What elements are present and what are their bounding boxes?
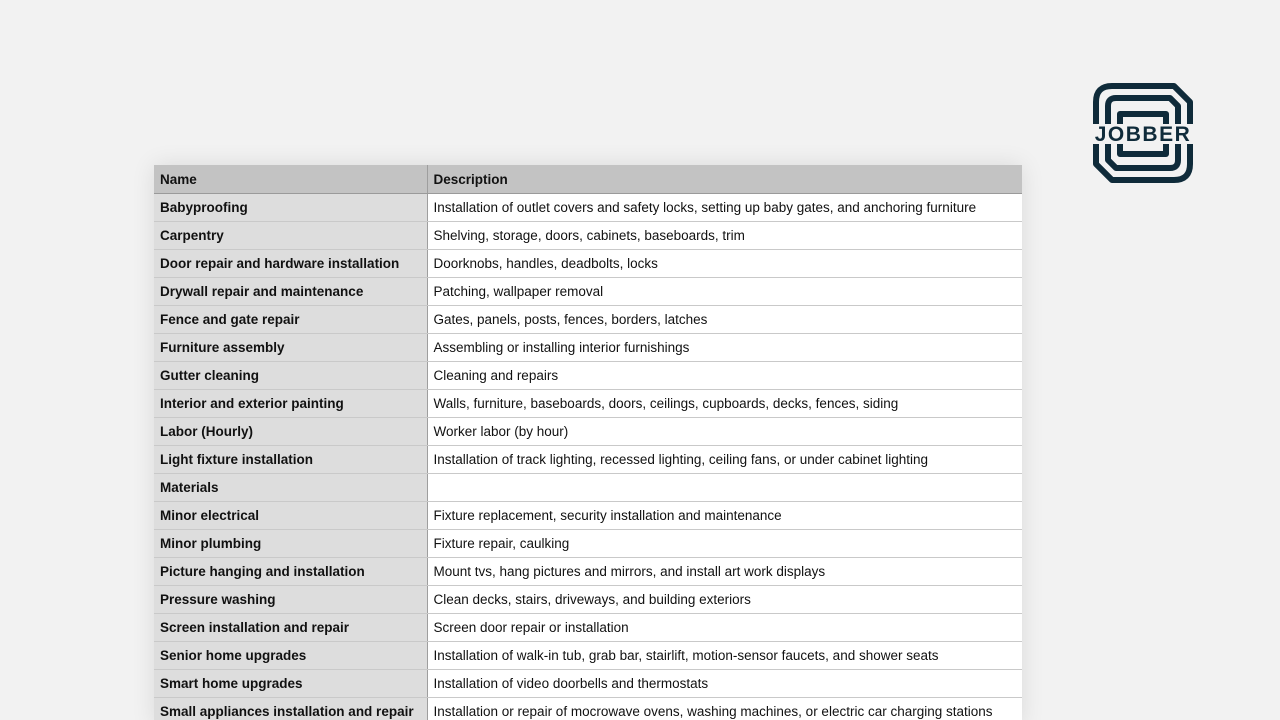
table-row: [154, 362, 1022, 390]
jobber-logo: [1084, 82, 1202, 184]
table-row: [154, 446, 1022, 474]
service-name-cell[interactable]: Fence and gate repair: [154, 306, 427, 334]
service-name-cell[interactable]: Door repair and hardware installation: [154, 250, 427, 278]
service-description-cell[interactable]: Mount tvs, hang pictures and mirrors, and install art work displays: [427, 558, 1022, 586]
service-name-cell[interactable]: Carpentry: [154, 222, 427, 250]
table-row: [154, 530, 1022, 558]
service-name-cell[interactable]: Senior home upgrades: [154, 642, 427, 670]
service-name-cell[interactable]: Drywall repair and maintenance: [154, 278, 427, 306]
service-description-cell[interactable]: Walls, furniture, baseboards, doors, ceilings, cupboards, decks, fences, siding: [427, 390, 1022, 418]
logo-text: JOBBER: [1094, 123, 1192, 146]
service-description-cell[interactable]: Patching, wallpaper removal: [427, 278, 1022, 306]
service-name-cell[interactable]: Minor plumbing: [154, 530, 427, 558]
service-name-cell[interactable]: Light fixture installation: [154, 446, 427, 474]
service-name-cell[interactable]: Small appliances installation and repair: [154, 698, 427, 720]
service-name-cell[interactable]: Furniture assembly: [154, 334, 427, 362]
service-description-cell[interactable]: Worker labor (by hour): [427, 418, 1022, 446]
table-row: [154, 390, 1022, 418]
service-name-cell[interactable]: Labor (Hourly): [154, 418, 427, 446]
service-description-cell[interactable]: [427, 474, 1022, 502]
table-row: [154, 642, 1022, 670]
service-description-cell[interactable]: Installation of track lighting, recessed lighting, ceiling fans, or under cabinet lighting: [427, 446, 1022, 474]
table-row: [154, 558, 1022, 586]
service-table-sheet: [154, 165, 1022, 720]
table-row: [154, 278, 1022, 306]
service-description-cell[interactable]: Installation of outlet covers and safety locks, setting up baby gates, and anchoring furniture: [427, 194, 1022, 222]
table-row: [154, 194, 1022, 222]
service-name-cell[interactable]: Babyproofing: [154, 194, 427, 222]
table-row: [154, 250, 1022, 278]
table-row: [154, 306, 1022, 334]
table-row: [154, 614, 1022, 642]
table-row: [154, 418, 1022, 446]
service-description-cell[interactable]: Clean decks, stairs, driveways, and building exteriors: [427, 586, 1022, 614]
table-row: [154, 670, 1022, 698]
table-row: [154, 502, 1022, 530]
service-name-cell[interactable]: Pressure washing: [154, 586, 427, 614]
services-table: [154, 165, 1022, 720]
service-description-cell[interactable]: Fixture repair, caulking: [427, 530, 1022, 558]
table-row: [154, 334, 1022, 362]
service-name-cell[interactable]: Interior and exterior painting: [154, 390, 427, 418]
column-header-name[interactable]: Name: [154, 165, 427, 194]
service-description-cell[interactable]: Screen door repair or installation: [427, 614, 1022, 642]
service-description-cell[interactable]: Installation of walk-in tub, grab bar, stairlift, motion-sensor faucets, and shower seats: [427, 642, 1022, 670]
column-header-description[interactable]: Description: [427, 165, 1022, 194]
service-name-cell[interactable]: Minor electrical: [154, 502, 427, 530]
table-row: [154, 586, 1022, 614]
service-description-cell[interactable]: Installation or repair of mocrowave ovens, washing machines, or electric car charging stations: [427, 698, 1022, 720]
service-description-cell[interactable]: Assembling or installing interior furnishings: [427, 334, 1022, 362]
service-description-cell[interactable]: Cleaning and repairs: [427, 362, 1022, 390]
service-name-cell[interactable]: Gutter cleaning: [154, 362, 427, 390]
service-name-cell[interactable]: Picture hanging and installation: [154, 558, 427, 586]
table-body: [154, 194, 1022, 720]
table-row: [154, 222, 1022, 250]
table-row: [154, 474, 1022, 502]
service-name-cell[interactable]: Smart home upgrades: [154, 670, 427, 698]
service-description-cell[interactable]: Doorknobs, handles, deadbolts, locks: [427, 250, 1022, 278]
service-description-cell[interactable]: Shelving, storage, doors, cabinets, baseboards, trim: [427, 222, 1022, 250]
table-header-row: [154, 165, 1022, 194]
service-name-cell[interactable]: Screen installation and repair: [154, 614, 427, 642]
table-row: [154, 698, 1022, 720]
service-description-cell[interactable]: Fixture replacement, security installation and maintenance: [427, 502, 1022, 530]
service-name-cell[interactable]: Materials: [154, 474, 427, 502]
service-description-cell[interactable]: Gates, panels, posts, fences, borders, latches: [427, 306, 1022, 334]
service-description-cell[interactable]: Installation of video doorbells and thermostats: [427, 670, 1022, 698]
